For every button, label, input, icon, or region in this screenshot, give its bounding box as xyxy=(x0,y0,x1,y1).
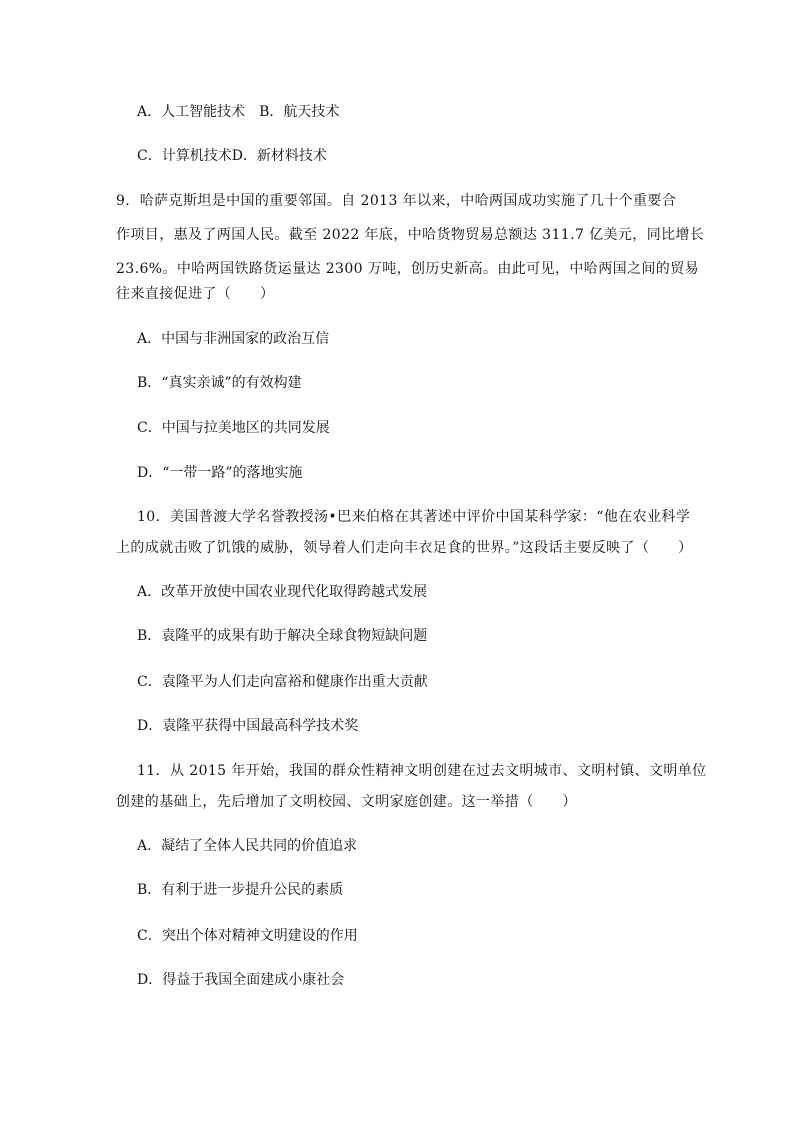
q9-option-a: A．中国与非洲国家的政治互信 xyxy=(137,331,330,347)
q9-stem-line-3: 23.6%。中哈两国铁路货运量达 2300 万吨，创历史新高。由此可见，中哈两国之间的贸易 xyxy=(116,261,700,277)
q9-option-c: C．中国与拉美地区的共同发展 xyxy=(137,420,330,436)
q10-stem-line-1: 10．美国普渡大学名誉教授汤•巴来伯格在其著述中评价中国某科学家：“他在农业科学 xyxy=(137,509,691,525)
q10-stem-line-2: 上的成就击败了饥饿的威胁，领导着人们走向丰衣足食的世界。”这段话主要反映了（ ） xyxy=(116,540,693,556)
q11-option-c: C．突出个体对精神文明建设的作用 xyxy=(137,928,358,944)
q11-option-b: B．有利于进一步提升公民的素质 xyxy=(137,882,344,898)
q8-option-cd: C．计算机技术D．新材料技术 xyxy=(137,148,327,164)
q11-stem-line-2: 创建的基础上，先后增加了文明校园、文明家庭创建。这一举措（ ） xyxy=(116,794,577,810)
q10-option-a: A．改革开放使中国农业现代化取得跨越式发展 xyxy=(137,584,428,600)
q11-option-a: A．凝结了全体人民共同的价值追求 xyxy=(137,838,358,854)
q9-stem-line-1: 9．哈萨克斯坦是中国的重要邻国。自 2013 年以来，中哈两国成功实施了几十个重要合 xyxy=(116,193,677,209)
q10-option-d: D．袁隆平获得中国最高科学技术奖 xyxy=(137,718,359,734)
q10-option-b: B．袁隆平的成果有助于解决全球食物短缺问题 xyxy=(137,628,428,644)
q8-option-ab: A．人工智能技术 B．航天技术 xyxy=(137,104,340,120)
q11-stem-line-1: 11．从 2015 年开始，我国的群众性精神文明创建在过去文明城市、文明村镇、文明单位 xyxy=(137,763,707,779)
q10-option-c: C．袁隆平为人们走向富裕和健康作出重大贡献 xyxy=(137,674,428,690)
q9-stem-line-2: 作项目，惠及了两国人民。截至 2022 年底，中哈货物贸易总额达 311.7 亿美元，同比增长 xyxy=(116,227,705,243)
q9-option-d: D．“一带一路”的落地实施 xyxy=(137,465,303,481)
q11-option-d: D．得益于我国全面建成小康社会 xyxy=(137,972,345,988)
q9-option-b: B．“真实亲诚”的有效构建 xyxy=(137,375,302,391)
q9-stem-line-4: 往来直接促进了（ ） xyxy=(116,286,275,302)
